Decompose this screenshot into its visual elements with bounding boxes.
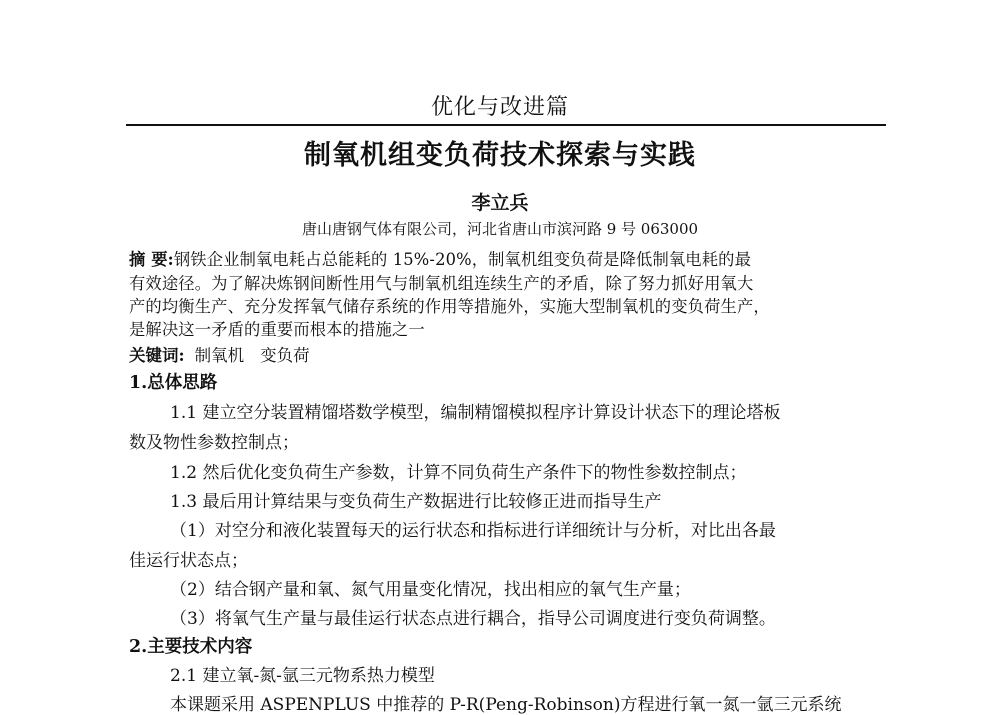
keywords-line: [129, 342, 310, 366]
abstract-line: [129, 246, 751, 270]
body-line: 佳运行状态点；: [129, 551, 248, 571]
header-divider: [126, 124, 886, 126]
section-heading: 1.总体思路: [129, 373, 218, 393]
abstract-label: 摘 要:: [129, 250, 174, 269]
body-line: （1）对空分和液化装置每天的运行状态和指标进行详细统计与分析，对比出各最: [170, 521, 776, 541]
author-affiliation: 唐山唐钢气体有限公司，河北省唐山市滨河路 9 号 063000: [301, 220, 699, 238]
body-line: 2.1 建立氧-氮-氩三元物系热力模型: [170, 666, 435, 686]
paper-title: 制氧机组变负荷技术探索与实践: [304, 140, 696, 171]
running-header-title: 优化与改进篇: [430, 95, 569, 120]
section-heading: 2.主要技术内容: [129, 637, 253, 657]
body-line: （2）结合钢产量和氧、氮气用量变化情况，找出相应的氧气生产量；: [170, 580, 691, 600]
paper-author: 李立兵: [471, 192, 529, 214]
body-line: 1.1 建立空分装置精馏塔数学模型，编制精馏模拟程序计算设计状态下的理论塔板: [170, 403, 781, 423]
body-line: （3）将氧气生产量与最佳运行状态点进行耦合，指导公司调度进行变负荷调整。: [170, 609, 776, 629]
body-line: 数及物性参数控制点；: [129, 433, 299, 453]
keywords-label: 关键词:: [129, 346, 185, 365]
body-line: 本课题采用 ASPENPLUS 中推荐的 P-R(Peng-Robinson)方程进行氧一氮一氩三元系统: [170, 695, 842, 715]
abstract-text: 钢铁企业制氧电耗占总能耗的 15%-20%，制氧机组变负荷是降低制氧电耗的最: [173, 250, 752, 269]
keyword: 制氧机: [194, 346, 245, 365]
body-line: 1.3 最后用计算结果与变负荷生产数据进行比较修正进而指导生产: [170, 492, 662, 512]
abstract-line: 有效途径。为了解决炼钢间断性用气与制氧机组连续生产的矛盾，除了努力抓好用氧大: [129, 274, 754, 293]
keyword: 变负荷: [260, 346, 310, 365]
abstract-line: 是解决这一矛盾的重要而根本的措施之一: [129, 320, 425, 339]
body-line: 1.2 然后优化变负荷生产参数，计算不同负荷生产条件下的物性参数控制点；: [170, 463, 747, 483]
abstract-line: 产的均衡生产、充分发挥氧气储存系统的作用等措施外，实施大型制氧机的变负荷生产，: [129, 297, 770, 316]
